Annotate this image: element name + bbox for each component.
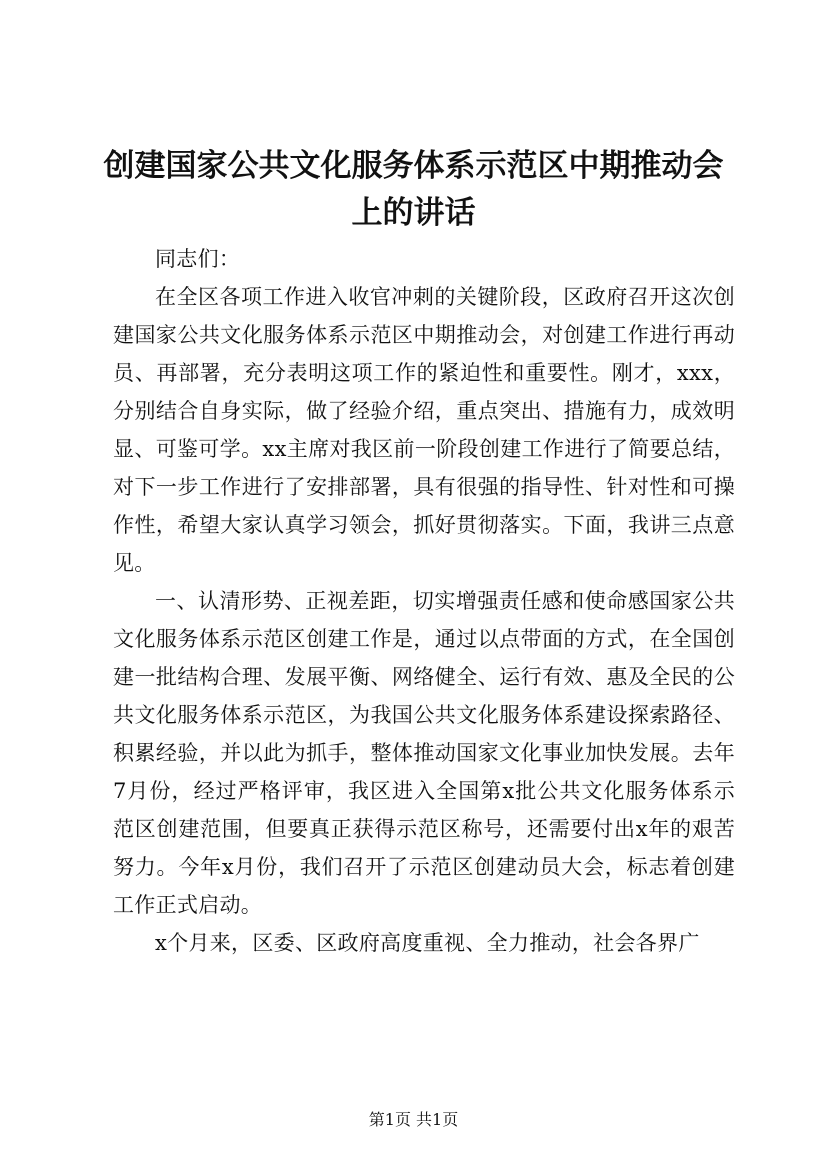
greeting: 同志们： bbox=[155, 247, 241, 271]
paragraph-3: x个月来，区委、区政府高度重视、全力推动，社会各界广 bbox=[155, 931, 700, 955]
document-body bbox=[113, 240, 735, 962]
paragraph-2: 一、认清形势、正视差距，切实增强责任感和使命感国家公共文化服务体系示范区创建工作是，通过以点带面的方式，在全国创建一批结构合理、发展平衡、网络健全、运行有效、惠及全民的公共文化服务体系示范区，为我国公共文化服务体系建设探索路径、积累经验，并以此为抓手，整体推动国家文化事业加快发展。去年7月份，经过严格评审，我区进入全国第x批公共文化服务体系示范区创建范围，但要真正获得示范区称号，还需要付出x年的艰苦努力。今年x月份，我们召开了示范区创建动员大会，标志着创建工作正式启动。 bbox=[113, 589, 735, 917]
paragraph-1: 在全区各项工作进入收官冲刺的关键阶段，区政府召开这次创建国家公共文化服务体系示范区中期推动会，对创建工作进行再动员、再部署，充分表明这项工作的紧迫性和重要性。刚才，xxx，分别结合自身实际，做了经验介绍，重点突出、措施有力，成效明显、可鉴可学。xx主席对我区前一阶段创建工作进行了简要总结，对下一步工作进行了安排部署，具有很强的指导性、针对性和可操作性，希望大家认真学习领会，抓好贯彻落实。下面，我讲三点意见。 bbox=[113, 285, 735, 575]
page-footer: 第1页 共1页 bbox=[368, 1110, 459, 1129]
document-title: 创建国家公共文化服务体系示范区中期推动会上的讲话 bbox=[103, 148, 724, 231]
